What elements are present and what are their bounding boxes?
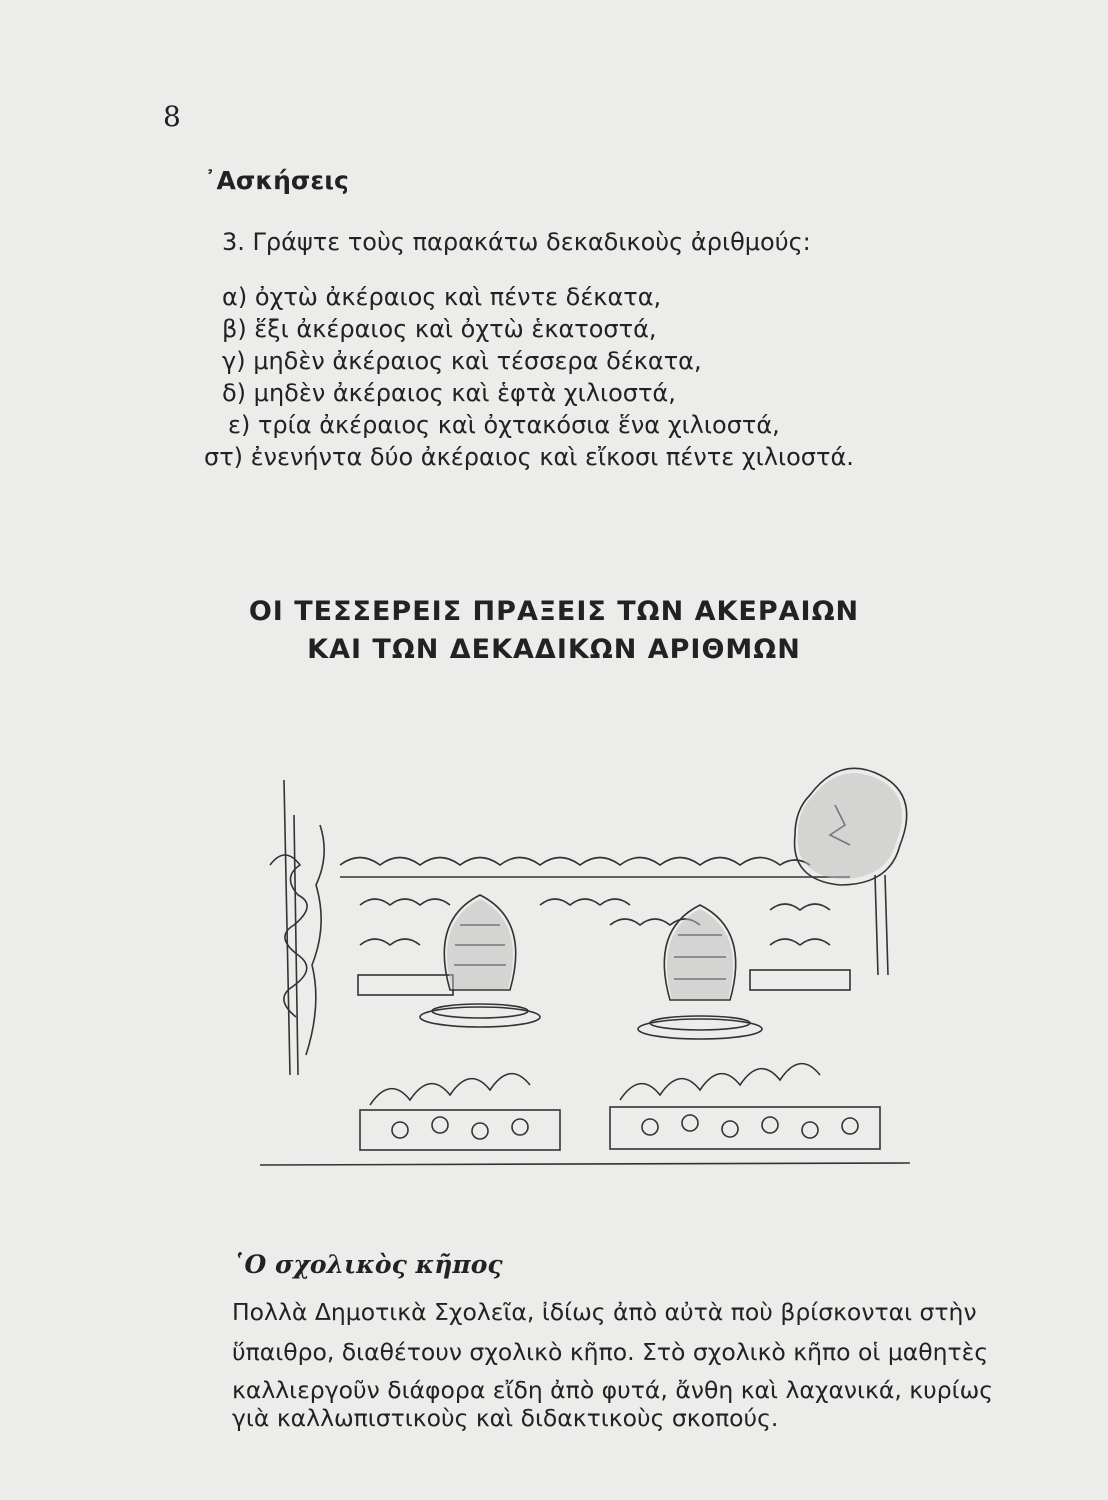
exercise-item-e: ε) τρία ἀκέραιος καὶ ὀχτακόσια ἕνα χιλιοστά,	[228, 411, 780, 439]
chapter-title-line-2: ΚΑΙ ΤΩΝ ΔΕΚΑΔΙΚΩΝ ΑΡΙΘΜΩΝ	[307, 634, 801, 665]
exercises-heading: ᾿Ασκήσεις	[204, 166, 349, 195]
garden-heading: ῾Ο σχολικὸς κῆπος	[232, 1250, 503, 1279]
garden-text-line-2: ὕπαιθρο, διαθέτουν σχολικὸ κῆπο. Στὸ σχολικὸ κῆπο οἱ μαθητὲς	[232, 1338, 989, 1366]
exercise-item-a: α) ὀχτὼ ἀκέραιος καὶ πέντε δέκατα,	[222, 283, 662, 311]
garden-text-line-4: γιὰ καλλωπιστικοὺς καὶ διδακτικοὺς σκοπούς.	[232, 1404, 779, 1432]
exercise-item-c: γ) μηδὲν ἀκέραιος καὶ τέσσερα δέκατα,	[222, 347, 702, 375]
chapter-title-line-1: ΟΙ ΤΕΣΣΕΡΕΙΣ ΠΡΑΞΕΙΣ ΤΩΝ ΑΚΕΡΑΙΩΝ	[248, 596, 860, 627]
exercise-item-st: στ) ἐνενήντα δύο ἀκέραιος καὶ εἴκοσι πέντε χιλιοστά.	[204, 443, 854, 471]
exercise-item-b: β) ἕξι ἀκέραιος καὶ ὀχτὼ ἑκατοστά,	[222, 315, 657, 343]
garden-text-line-3: καλλιεργοῦν διάφορα εἴδη ἀπὸ φυτά, ἄνθη καὶ λαχανικά, κυρίως	[232, 1376, 994, 1404]
exercise-intro: 3. Γράψτε τοὺς παρακάτω δεκαδικοὺς ἀριθμούς:	[222, 228, 811, 256]
school-garden-illustration	[250, 745, 920, 1175]
garden-text-line-1: Πολλὰ Δημοτικὰ Σχολεῖα, ἰδίως ἀπὸ αὐτὰ ποὺ βρίσκονται στὴν	[232, 1298, 977, 1326]
page-number: 8	[163, 100, 181, 133]
exercise-item-d: δ) μηδὲν ἀκέραιος καὶ ἑφτὰ χιλιοστά,	[222, 379, 676, 407]
